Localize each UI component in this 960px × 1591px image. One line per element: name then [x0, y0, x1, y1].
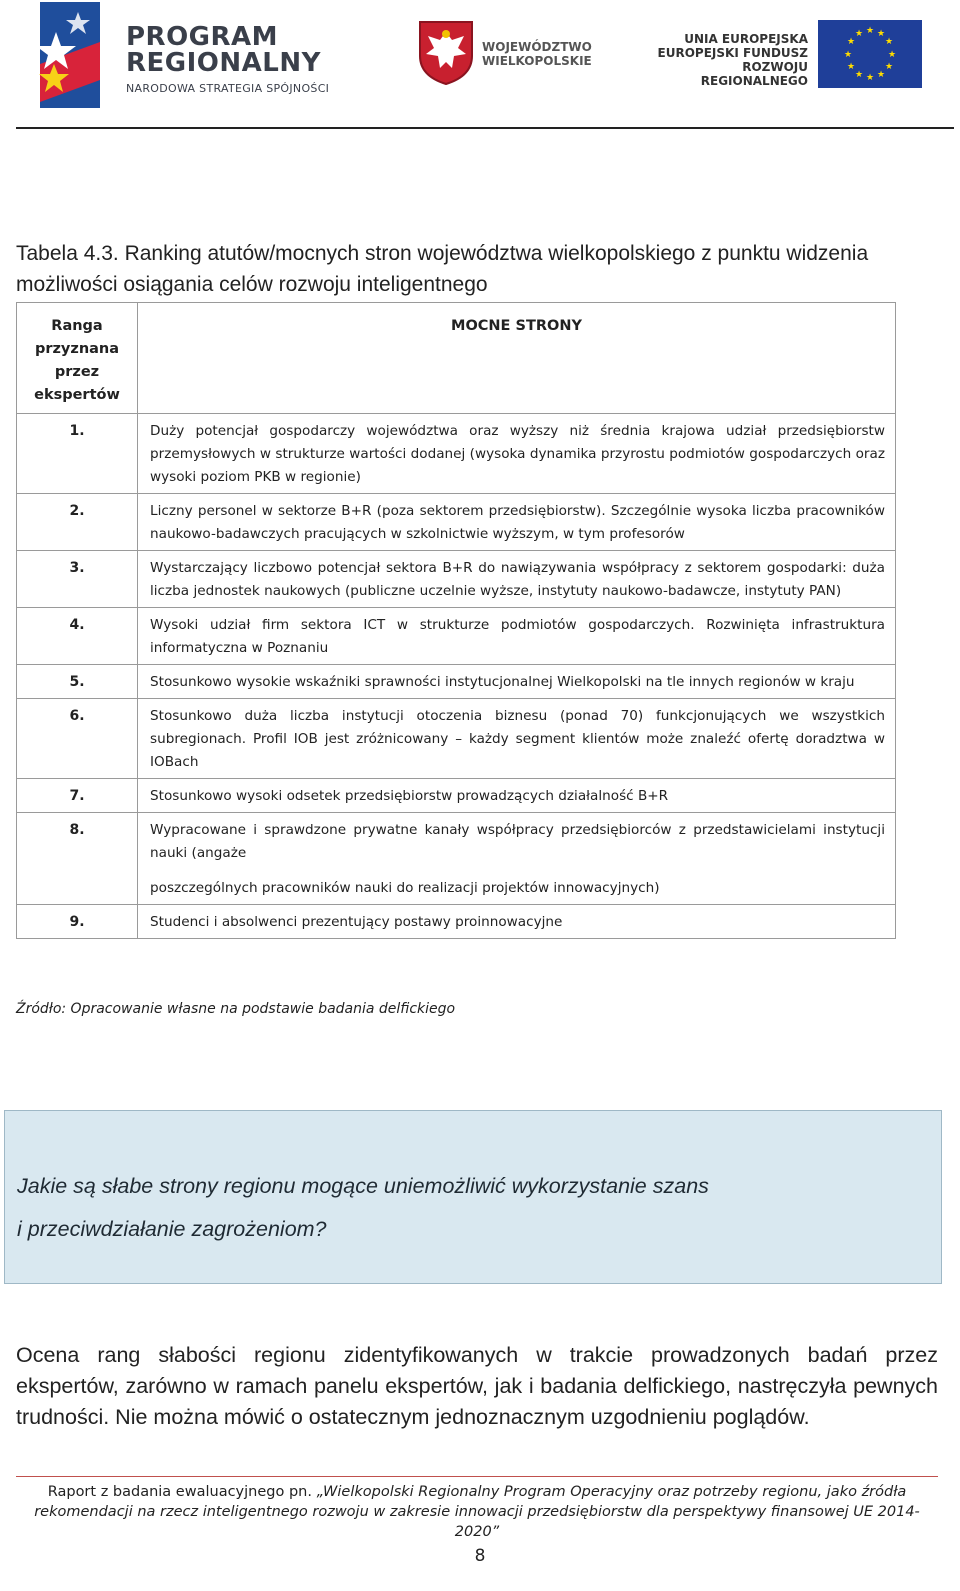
- strength-cell: Wysoki udział firm sektora ICT w strukturze podmiotów gospodarczych. Rozwinięta infrastruktura informatyczna w Poznaniu: [138, 608, 896, 665]
- table-row: [17, 813, 896, 905]
- svg-text:★: ★: [865, 26, 875, 36]
- strength-text-continued: poszczególnych pracowników nauki do realizacji projektów innowacyjnych): [150, 880, 660, 896]
- svg-text:★: ★: [884, 37, 894, 47]
- table-row: [17, 665, 896, 699]
- svg-text:★: ★: [876, 29, 886, 39]
- rank-cell: 3.: [17, 551, 138, 608]
- eu-fund-logo: [640, 20, 930, 90]
- svg-text:★: ★: [865, 73, 875, 83]
- table-row: [17, 779, 896, 813]
- strengths-ranking-table: [16, 302, 896, 939]
- svg-text:★: ★: [846, 37, 856, 47]
- svg-text:★: ★: [843, 50, 853, 60]
- strength-cell: Wystarczający liczbowo potencjał sektora B+R do nawiązywania współpracy z sektorem gospodarki: duża liczba jednostek naukowych (publiczne uczelnie wyższe, instytuty naukowo-badawcze, instytuty PAN): [138, 551, 896, 608]
- table-row: [17, 551, 896, 608]
- strength-cell: Duży potencjał gospodarczy województwa oraz wyższy niż średnia krajowa udział przedsiębiorstw przemysłowych w strukturze wartości dodanej (wysoka dynamika przyrostu podmiotów gospodarczych oraz wysoki poziom PKB w regionie): [138, 414, 896, 494]
- eu-line1: UNIA EUROPEJSKA: [684, 32, 808, 46]
- table-source-note: Źródło: Opracowanie własne na podstawie badania delfickiego: [16, 1001, 456, 1017]
- eu-fund-name: [640, 32, 808, 88]
- table-row: [17, 414, 896, 494]
- column-header-rank: Ranga przyznana przez ekspertów: [17, 303, 138, 414]
- question-line1: Jakie są słabe strony regionu mogące uniemożliwić wykorzystanie szans: [17, 1174, 709, 1198]
- svg-text:★: ★: [854, 29, 864, 39]
- table-header-row: [17, 303, 896, 414]
- header-divider: [16, 127, 954, 129]
- wojewodztwo-logo: [418, 20, 618, 90]
- footer-divider: [16, 1476, 938, 1477]
- eu-line2: EUROPEJSKI FUNDUSZ: [657, 46, 808, 60]
- program-title-line2: REGIONALNY: [126, 48, 321, 78]
- svg-text:★: ★: [846, 62, 856, 72]
- program-subtitle: NARODOWA STRATEGIA SPÓJNOŚCI: [126, 82, 330, 95]
- page-number: 8: [474, 1546, 486, 1566]
- footer-line1: [16, 1482, 938, 1502]
- table-caption: Tabela 4.3. Ranking atutów/mocnych stron województwa wielkopolskiego z punktu widzenia możliwości osiągania celów rozwoju inteligentnego: [16, 242, 869, 296]
- body-paragraph: Ocena rang słabości regionu zidentyfikowanych w trakcie prowadzonych badań przez ekspertów, zarówno w ramach panelu ekspertów, jak i badania delfickiego, nastręczyła pewnych trudności. Nie można mówić o ostatecznym jednoznacznym uzgodnieniu poglądów.: [16, 1343, 938, 1429]
- program-title: [126, 24, 321, 76]
- question-box: [4, 1110, 942, 1284]
- column-header-strengths: MOCNE STRONY: [138, 303, 896, 414]
- wojewodztwo-line2: WIELKOPOLSKIE: [482, 54, 592, 68]
- rank-cell: 1.: [17, 414, 138, 494]
- program-regionalny-flag-icon: [34, 2, 100, 108]
- strength-text: Wypracowane i sprawdzone prywatne kanały współpracy przedsiębiorców z przedstawicielami instytucji nauki (angaże: [150, 822, 885, 861]
- page-header: [0, 0, 960, 130]
- coat-of-arms-eagle-icon: [418, 20, 474, 86]
- table-row: [17, 905, 896, 939]
- page-footer: [16, 1482, 938, 1542]
- footer-report-title-part2: rekomendacji na rzecz inteligentnego rozwoju w zakresie innowacji przedsiębiorstw dla perspektywy finansowej UE 2014-2020”: [34, 1504, 920, 1540]
- program-title-line1: PROGRAM: [126, 22, 279, 52]
- rank-cell: 6.: [17, 699, 138, 779]
- footer-report-title-part1: „Wielkopolski Regionalny Program Operacyjny oraz potrzeby regionu, jako źródła: [316, 1484, 907, 1500]
- strength-cell: [138, 813, 896, 905]
- table-row: [17, 494, 896, 551]
- question-text: [17, 1165, 709, 1251]
- footer-prefix: Raport z badania ewaluacyjnego pn.: [47, 1484, 317, 1500]
- strength-cell: Stosunkowo duża liczba instytucji otoczenia biznesu (ponad 70) funkcjonujących we wszystkich subregionach. Profil IOB jest zróżnicowany – każdy segment klientów może znaleźć ofertę doradztwa w IOBach: [138, 699, 896, 779]
- rank-cell: 8.: [17, 813, 138, 905]
- strength-cell: Stosunkowo wysoki odsetek przedsiębiorstw prowadzących działalność B+R: [138, 779, 896, 813]
- table-row: [17, 699, 896, 779]
- wojewodztwo-name: [482, 40, 592, 68]
- strength-cell: Stosunkowo wysokie wskaźniki sprawności instytucjonalnej Wielkopolski na tle innych regionów w kraju: [138, 665, 896, 699]
- svg-text:★: ★: [884, 62, 894, 72]
- rank-cell: 2.: [17, 494, 138, 551]
- svg-text:★: ★: [887, 50, 897, 60]
- strength-cell: Studenci i absolwenci prezentujący postawy proinnowacyjne: [138, 905, 896, 939]
- rank-cell: 7.: [17, 779, 138, 813]
- wojewodztwo-line1: WOJEWÓDZTWO: [482, 40, 592, 54]
- program-regionalny-logo: [34, 2, 364, 108]
- table-row: [17, 608, 896, 665]
- question-line2: i przeciwdziałanie zagrożeniom?: [17, 1217, 327, 1241]
- svg-text:★: ★: [876, 70, 886, 80]
- eu-flag-icon: [818, 20, 922, 88]
- eu-line3: ROZWOJU REGIONALNEGO: [700, 60, 808, 88]
- strength-cell: Liczny personel w sektorze B+R (poza sektorem przedsiębiorstw). Szczególnie wysoka liczba pracowników naukowo-badawczych pracujących w szkolnictwie wyższym, w tym profesorów: [138, 494, 896, 551]
- svg-text:★: ★: [854, 70, 864, 80]
- rank-cell: 9.: [17, 905, 138, 939]
- rank-cell: 5.: [17, 665, 138, 699]
- rank-cell: 4.: [17, 608, 138, 665]
